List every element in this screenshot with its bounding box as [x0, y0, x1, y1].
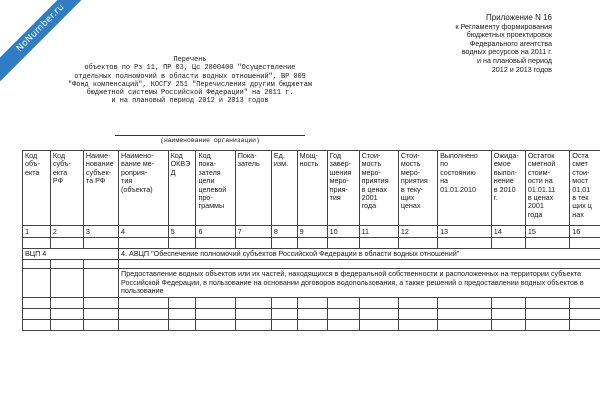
table-cell — [398, 297, 437, 308]
table-cell — [83, 269, 118, 297]
appendix-line: 2012 и 2013 годов — [491, 64, 552, 74]
column-number: 7 — [235, 226, 271, 238]
section-code: ВЦП 4 — [23, 249, 119, 260]
col-header-expected-2010: Ожида- емое выпол- нение в 2010 г. — [491, 151, 525, 226]
table-cell — [438, 308, 492, 319]
column-number: 3 — [83, 226, 118, 238]
table-cell — [525, 238, 569, 249]
table-row — [23, 308, 600, 319]
column-number: 2 — [50, 226, 83, 238]
table-cell — [83, 238, 118, 249]
table-cell — [50, 297, 83, 308]
col-header-okved: Код ОКВЭ Д — [168, 151, 196, 226]
table-cell — [398, 319, 437, 330]
table-cell — [297, 297, 327, 308]
table-cell — [50, 308, 83, 319]
appendix-line: водных ресурсов на 2011 г. — [461, 47, 552, 57]
column-number: 1 — [23, 226, 51, 238]
table-cell — [398, 238, 437, 249]
col-header-unit: Ед. изм. — [271, 151, 297, 226]
table-cell — [235, 238, 271, 249]
column-number-row — [23, 226, 600, 238]
table-row — [23, 319, 600, 330]
table-cell — [119, 308, 169, 319]
table-cell — [50, 238, 83, 249]
table-cell — [327, 238, 359, 249]
title-line: отдельных полномочий в области водных отношений", ВР 009 — [74, 72, 306, 81]
table-cell — [271, 238, 297, 249]
table-cell — [196, 238, 235, 249]
title-line: "Фонд компенсаций", КОСГУ 251 "Перечисления другим бюджетам — [68, 80, 312, 89]
col-header-cost-current: Стои- мость меро- приятия в теку- щих ценах — [398, 151, 437, 226]
table-cell — [83, 260, 118, 269]
table-header-row — [23, 151, 600, 226]
table-cell — [570, 319, 600, 330]
table-cell — [168, 308, 196, 319]
table-cell — [297, 238, 327, 249]
table-cell — [491, 308, 525, 319]
table-cell — [491, 238, 525, 249]
table-cell — [168, 319, 196, 330]
table-cell — [50, 260, 83, 269]
table-cell — [83, 297, 118, 308]
table-cell — [327, 297, 359, 308]
table-cell — [83, 319, 118, 330]
column-number: 10 — [327, 226, 359, 238]
table-cell — [491, 297, 525, 308]
col-header-object-code: Код объ- екта — [23, 151, 51, 226]
table-cell — [271, 319, 297, 330]
table-cell — [327, 319, 359, 330]
table-cell — [525, 319, 569, 330]
column-number: 9 — [297, 226, 327, 238]
title-line: бюджетной системы Российской Федерации" на 2011 г. — [86, 89, 294, 98]
col-header-remaining-2001: Остаток сметной стоим- ости на 01.01.11 в ценах 2001 года — [525, 151, 569, 226]
table-cell — [235, 308, 271, 319]
table-row — [23, 260, 600, 269]
col-header-subject-name: Наиме- нование субъек- та РФ — [83, 151, 118, 226]
column-number: 14 — [491, 226, 525, 238]
table-cell — [359, 319, 398, 330]
title-line: объектов по Рз 11, ПР 03, Цс 2800400 "Осуществление — [84, 64, 296, 73]
table-cell — [438, 238, 492, 249]
column-number: 5 — [168, 226, 196, 238]
table-cell — [23, 319, 51, 330]
table-cell — [525, 297, 569, 308]
table-cell — [271, 297, 297, 308]
title-line: Перечень — [173, 56, 207, 64]
col-header-indicator: Пока- затель — [235, 151, 271, 226]
table-cell — [359, 297, 398, 308]
section-title: 4. АВЦП "Обеспечение полномочий субъектов Российской Федерации в области водных отношений" — [119, 249, 600, 260]
table-cell — [196, 319, 235, 330]
appendix-line: и на плановый период — [477, 55, 552, 65]
col-header-capacity: Мощ- ность — [297, 151, 327, 226]
table-cell — [119, 260, 600, 269]
column-number: 15 — [525, 226, 569, 238]
col-header-done-2010: Выполнено по состоянию на 01.01.2010 — [438, 151, 492, 226]
table-cell — [235, 319, 271, 330]
column-number: 16 — [570, 226, 600, 238]
table-cell — [196, 308, 235, 319]
table-cell — [23, 308, 51, 319]
table-row — [23, 238, 600, 249]
table-cell — [271, 308, 297, 319]
column-number: 6 — [196, 226, 235, 238]
table-cell — [23, 269, 51, 297]
table-cell — [327, 308, 359, 319]
table-cell — [196, 297, 235, 308]
table-cell — [570, 238, 600, 249]
table-cell — [168, 297, 196, 308]
appendix-line: бюджетных проектировок — [466, 30, 552, 40]
col-header-indicator-code: Код пока- зателя цели целевой про- граммы — [196, 151, 235, 226]
table-cell — [83, 308, 118, 319]
table-cell — [570, 297, 600, 308]
org-name-caption: (наименование организации) — [160, 137, 260, 144]
column-number: 11 — [359, 226, 398, 238]
watermark-text: NoNumber.ru — [14, 2, 67, 55]
measure-description: Предоставление водных объектов или их частей, находящихся в федеральной собственности и расположенных на территории субъекта Российской Федерации, в пользование на основании договоров водопользования, а также решений о предоставлении водных объектов в пользование — [119, 269, 600, 297]
table-cell — [525, 308, 569, 319]
appendix-line: Приложение N 16 — [485, 13, 552, 22]
column-number: 12 — [398, 226, 437, 238]
table-cell — [50, 319, 83, 330]
table-cell — [398, 308, 437, 319]
appendix-line: Федерального агентства — [469, 38, 552, 48]
table-cell — [23, 260, 51, 269]
description-row — [23, 269, 600, 297]
col-header-measure-name: Наимено- вание ме- роприя- тия (объекта) — [119, 151, 169, 226]
table-row — [23, 297, 600, 308]
col-header-remaining-current: Оста смет стои- мост 01.01 в тек щих ц нах — [570, 151, 600, 226]
appendix-line: к Регламенту формирования — [455, 21, 552, 31]
table-cell — [119, 297, 169, 308]
org-name-line — [115, 135, 305, 136]
table-cell — [570, 308, 600, 319]
table-cell — [438, 319, 492, 330]
table-cell — [297, 319, 327, 330]
col-header-cost-2001: Стои- мость меро- приятия в ценах 2001 года — [359, 151, 398, 226]
table-cell — [235, 297, 271, 308]
document-title — [20, 56, 360, 106]
column-number: 4 — [119, 226, 169, 238]
table-cell — [438, 297, 492, 308]
appendix-block — [352, 14, 552, 74]
col-header-completion-year: Год завер- шения меро- прия- тия — [327, 151, 359, 226]
table-cell — [119, 238, 169, 249]
title-line: и на плановый период 2012 и 2013 годов — [111, 97, 269, 106]
objects-table — [22, 150, 600, 331]
table-cell — [23, 238, 51, 249]
table-cell — [168, 238, 196, 249]
table-cell — [297, 308, 327, 319]
table-cell — [491, 319, 525, 330]
column-number: 8 — [271, 226, 297, 238]
table-cell — [119, 319, 169, 330]
table-cell — [50, 269, 83, 297]
section-row — [23, 249, 600, 260]
column-number: 13 — [438, 226, 492, 238]
col-header-subject-code: Код субъ- екта РФ — [50, 151, 83, 226]
table-cell — [23, 297, 51, 308]
table-cell — [359, 308, 398, 319]
table-cell — [359, 238, 398, 249]
